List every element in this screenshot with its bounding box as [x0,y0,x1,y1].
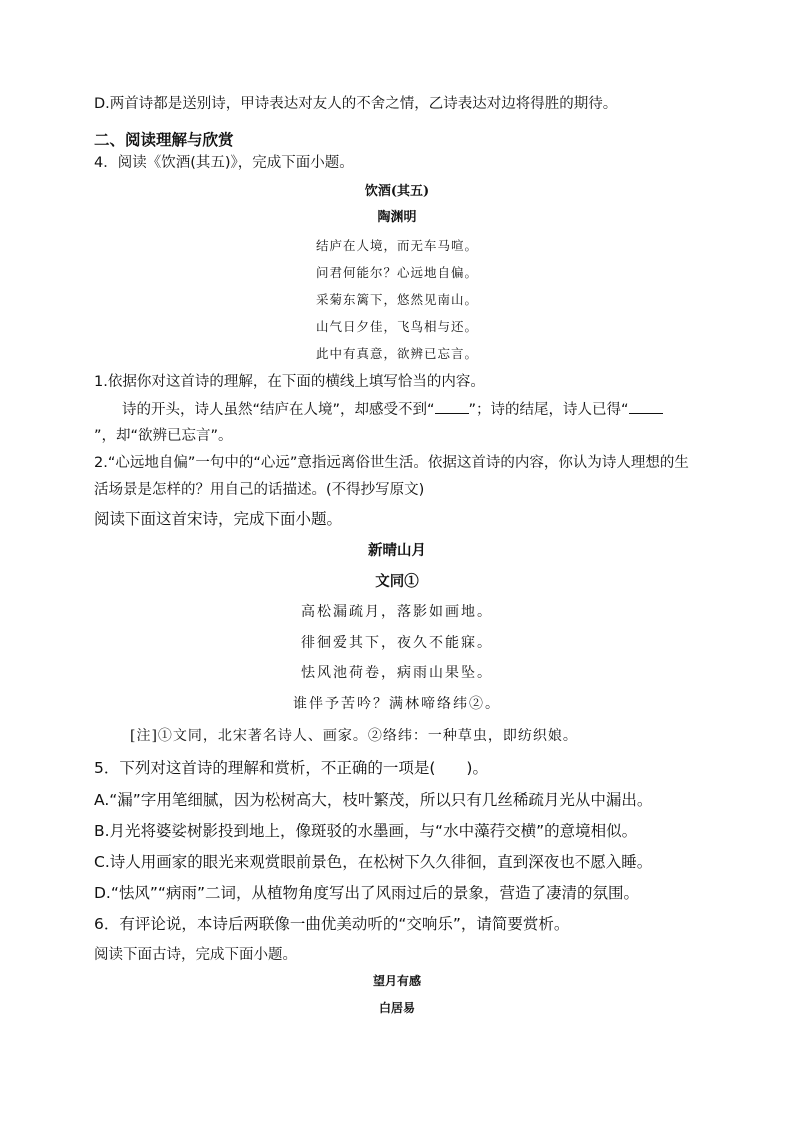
poem2-line: 怯风池荷卷，病雨山果坠。 [301,665,493,681]
question-5-option-b: B.月光将婆娑树影投到地上，像斑驳的水墨画，与“水中藻荇交横”的意境相似。 [94,822,638,840]
option-d-prev: D.两首诗都是送别诗，甲诗表达对友人的不舍之情，乙诗表达对边将得胜的期待。 [94,96,618,112]
poem1-line: 采菊东篱下，悠然见南山。 [315,292,478,307]
question-5-option-a: A.“漏”字用笔细腻，因为松树高大，枝叶繁茂，所以只有几丝稀疏月光从中漏出。 [94,791,653,809]
question-4-intro: 4．阅读《饮酒(其五)》，完成下面小题。 [94,155,354,171]
answer-blank-1[interactable] [435,401,469,414]
poem3-author: 白居易 [378,1001,415,1015]
reading-intro-2: 阅读下面这首宋诗，完成下面小题。 [94,510,343,528]
fill-text-part2: ”；诗的结尾，诗人已得“ [468,402,629,418]
question-4-1-fill-cont: ”，却“欲辨已忘言”。 [94,428,233,444]
poem1-author: 陶渊明 [377,210,417,225]
poem2-author: 文同① [375,573,419,590]
question-4-2-line2: 活场景是怎样的？用自己的话描述。(不得抄写原文) [94,482,425,498]
poem2-note: [注]①文同，北宋著名诗人、画家。②络纬：一种草虫，即纺织娘。 [130,728,578,744]
poem2-title: 新晴山月 [368,542,426,559]
section-heading: 二、阅读理解与欣赏 [94,131,234,149]
poem1-line: 此中有真意，欲辨已忘言。 [315,346,478,361]
poem2-line: 徘徊爱其下，夜久不能寐。 [301,635,493,651]
answer-blank-2[interactable] [629,401,663,414]
question-4-1-stem: 1.依据你对这首诗的理解，在下面的横线上填写恰当的内容。 [94,374,485,390]
poem3-title: 望月有感 [372,974,421,988]
fill-text-part1: 诗的开头，诗人虽然“结庐在人境”，却感受不到“ [122,402,435,418]
poem1-line: 结庐在人境，而无车马喧。 [315,238,478,253]
poem2-line: 谁伴予苦吟？满林啼络纬②。 [293,696,501,712]
reading-intro-3: 阅读下面古诗，完成下面小题。 [94,947,297,963]
question-6-stem: 6．有评论说，本诗后两联像一曲优美动听的“交响乐”，请简要赏析。 [94,915,570,933]
question-5-stem: 5．下列对这首诗的理解和赏析，不正确的一项是( )。 [94,759,488,777]
poem2-line: 高松漏疏月，落影如画地。 [301,604,493,620]
question-4-2-line1: 2.“心远地自偏”一句中的“心远”意指远离俗世生活。依据这首诗的内容，你认为诗人理想的生 [94,455,689,471]
poem1-title: 饮酒(其五) [364,184,430,199]
question-5-option-d: D.“怯风”“病雨”二词，从植物角度写出了风雨过后的景象，营造了凄清的氛围。 [94,884,639,902]
poem1-line: 问君何能尔？心远地自偏。 [315,265,478,280]
question-4-1-fill [122,401,663,419]
question-5-option-c: C.诗人用画家的眼光来观赏眼前景色，在松树下久久徘徊，直到深夜也不愿入睡。 [94,853,653,871]
poem1-line: 山气日夕佳，飞鸟相与还。 [315,319,478,334]
